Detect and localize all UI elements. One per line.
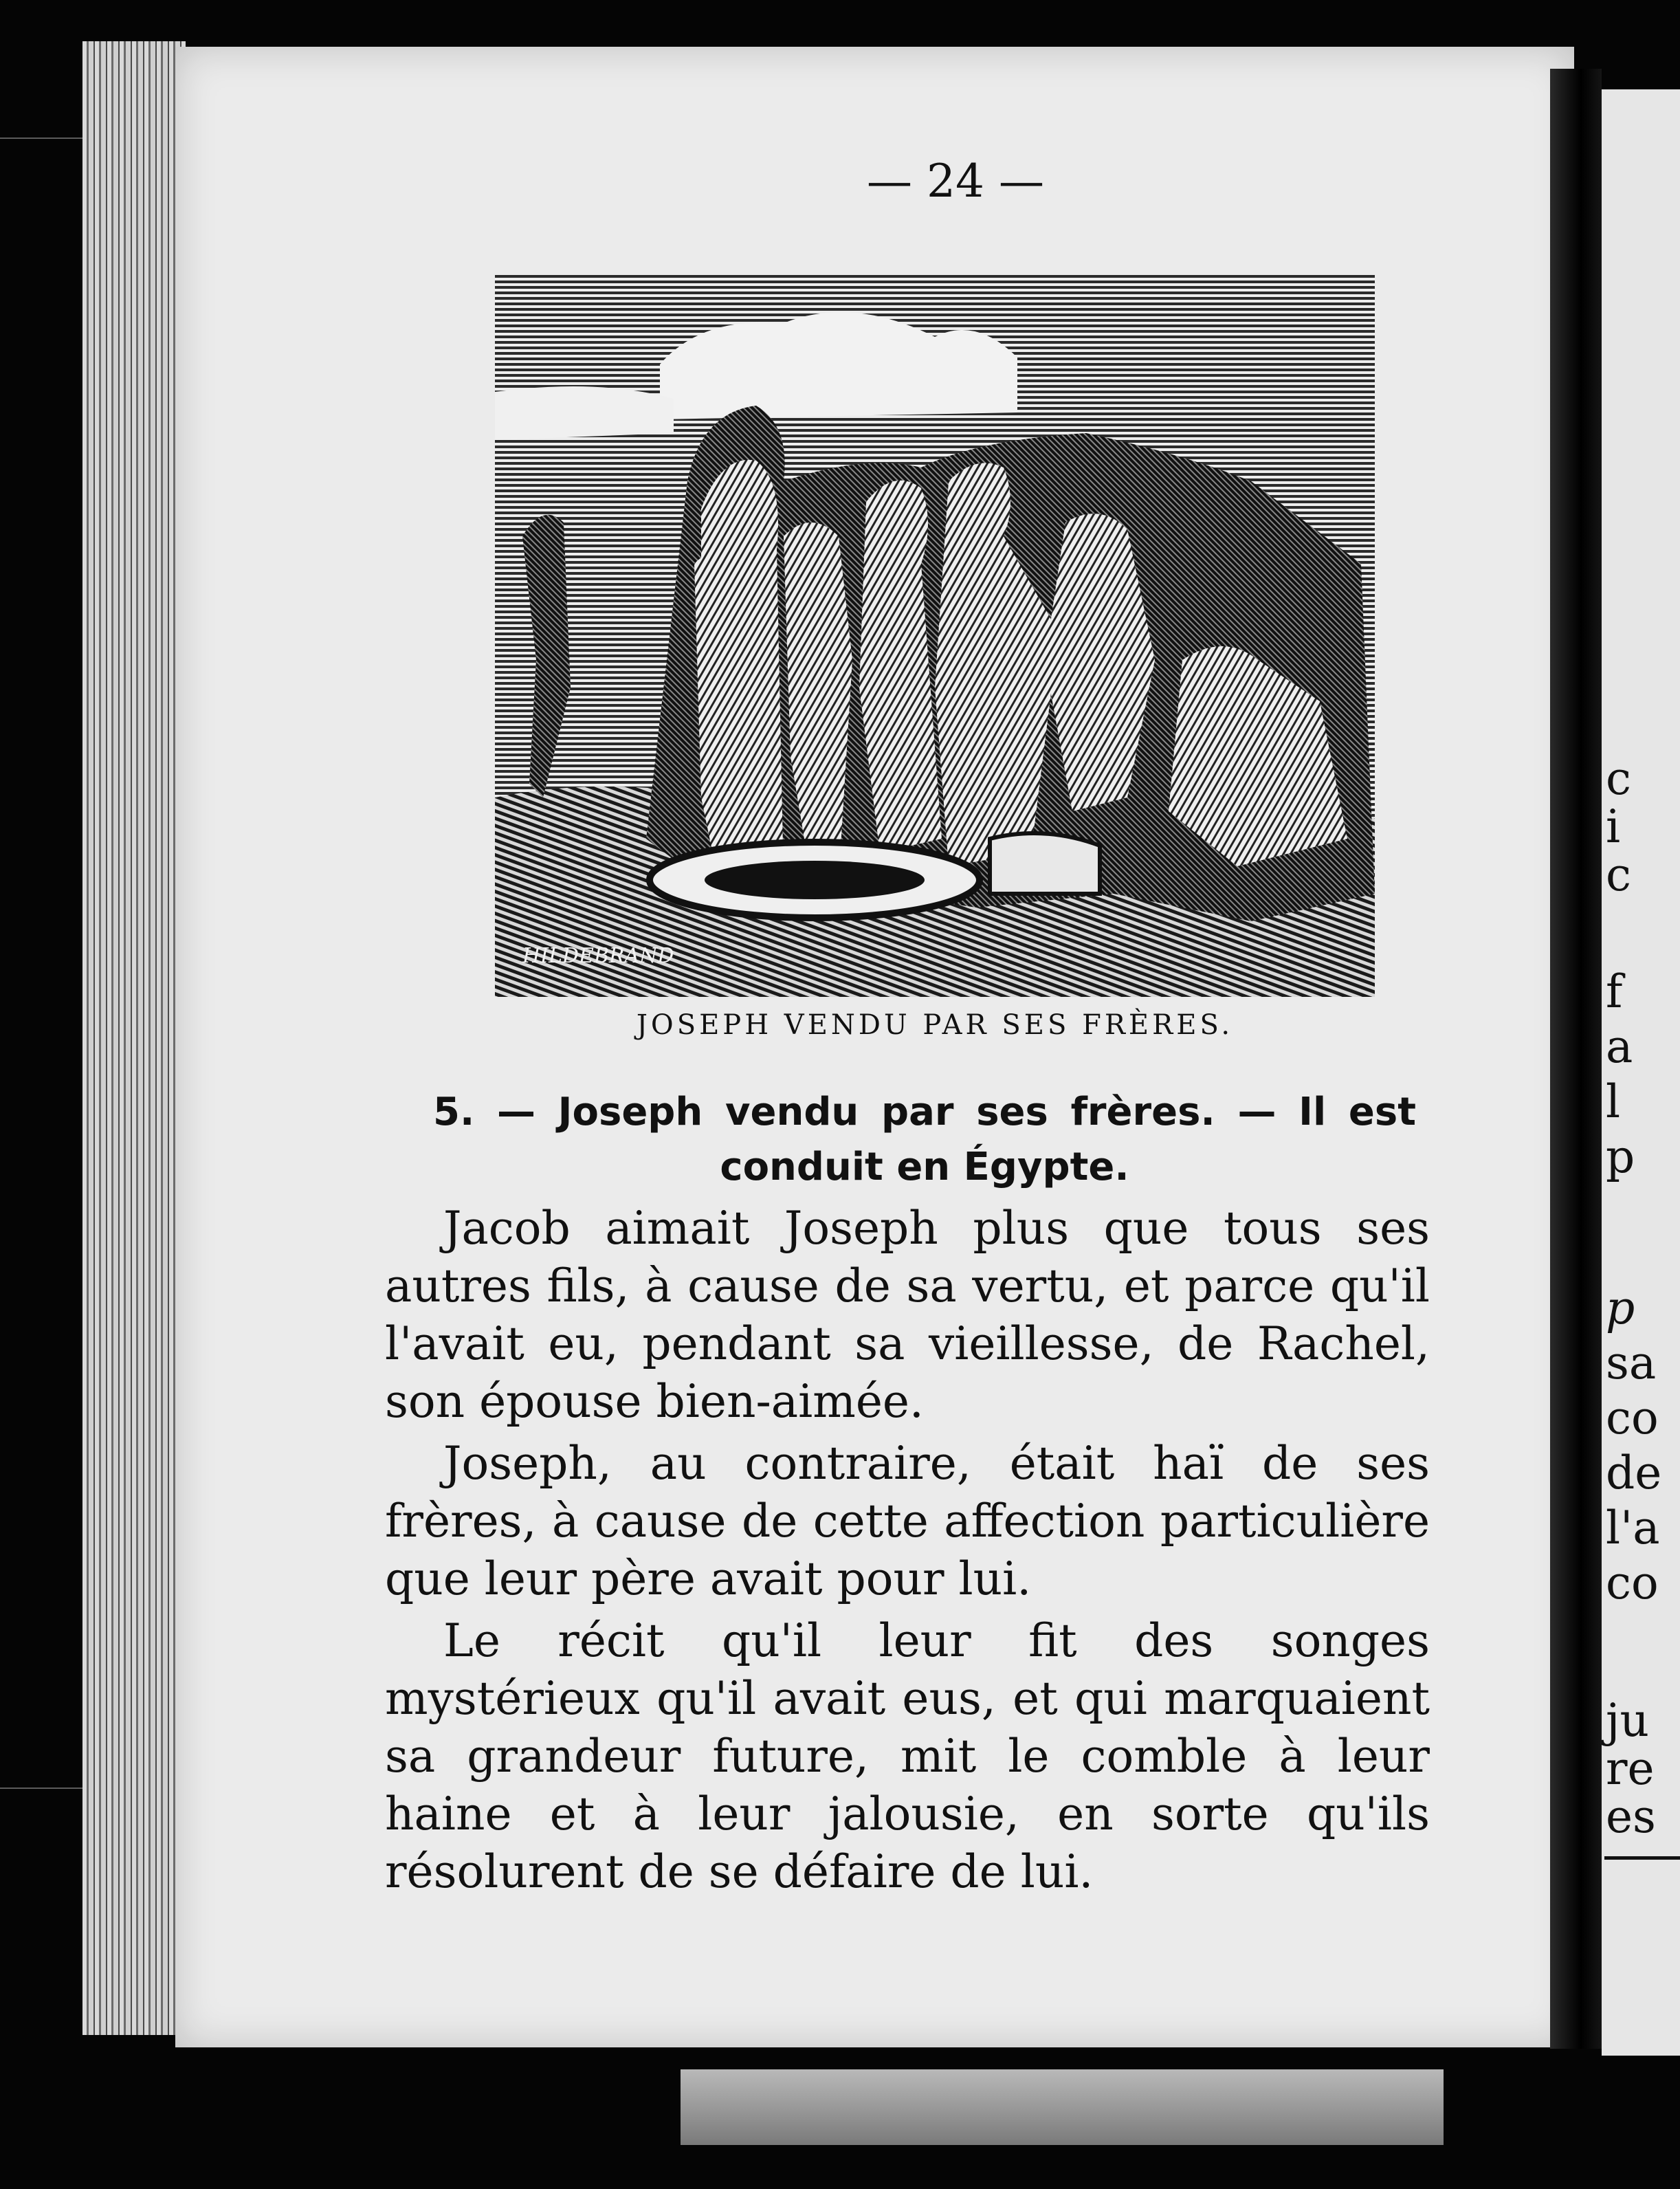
page-number: — 24 — (867, 155, 1044, 208)
adjacent-fragment: co (1606, 1556, 1659, 1609)
adjacent-fragment: a (1606, 1020, 1633, 1073)
adjacent-fragment: co (1606, 1392, 1659, 1444)
book-gutter (1550, 69, 1602, 2049)
adjacent-fragment: i (1606, 800, 1621, 853)
section-heading-line-1: 5. — Joseph vendu par ses frères. — Il est (433, 1090, 1416, 1134)
adjacent-fragment: p (1606, 1282, 1635, 1334)
adjacent-fragment: es (1606, 1790, 1656, 1843)
adjacent-page (1602, 89, 1680, 2056)
engraving-illustration (495, 275, 1375, 997)
illustration-caption: JOSEPH VENDU PAR SES FRÈRES. (636, 1009, 1234, 1041)
adjacent-fragment: sa (1606, 1336, 1657, 1389)
scanner-bed-strip (681, 2069, 1444, 2145)
paragraph: Joseph, au contraire, était haï de ses frères, à cause de cette affection particulière que leur père avait pour lui. (385, 1437, 1430, 1605)
adjacent-fragment: ju (1606, 1694, 1649, 1747)
adjacent-fragment: c (1606, 848, 1631, 901)
adjacent-fragment: l (1606, 1075, 1621, 1128)
adjacent-fragment: f (1606, 965, 1623, 1018)
adjacent-fragment: l'a (1606, 1502, 1660, 1554)
adjacent-fragment: p (1606, 1130, 1635, 1183)
adjacent-fragment: re (1606, 1742, 1655, 1795)
paragraph: Jacob aimait Joseph plus que tous ses autres fils, à cause de sa vertu, et parce qu'il l'avait eu, pendant sa vieillesse, de Rachel, son épouse bien-aimée. (385, 1202, 1430, 1428)
adjacent-fragment: c (1606, 752, 1631, 805)
section-heading-line-2: conduit en Égypte. (720, 1145, 1129, 1189)
book-page-edges (82, 41, 186, 2035)
engraver-signature: HILDEBRAND (522, 944, 674, 968)
paragraph: Le récit qu'il leur fit des songes mystérieux qu'il avait eus, et qui marquaient sa grandeur future, mit le comble à leur haine et à leur jalousie, en sorte qu'ils résolurent de se défaire de lui. (385, 1614, 1430, 1898)
body-text (385, 1200, 1430, 1905)
footnote-rule (1604, 1856, 1680, 1860)
adjacent-fragment: de (1606, 1446, 1662, 1499)
section-heading (433, 1085, 1416, 1195)
